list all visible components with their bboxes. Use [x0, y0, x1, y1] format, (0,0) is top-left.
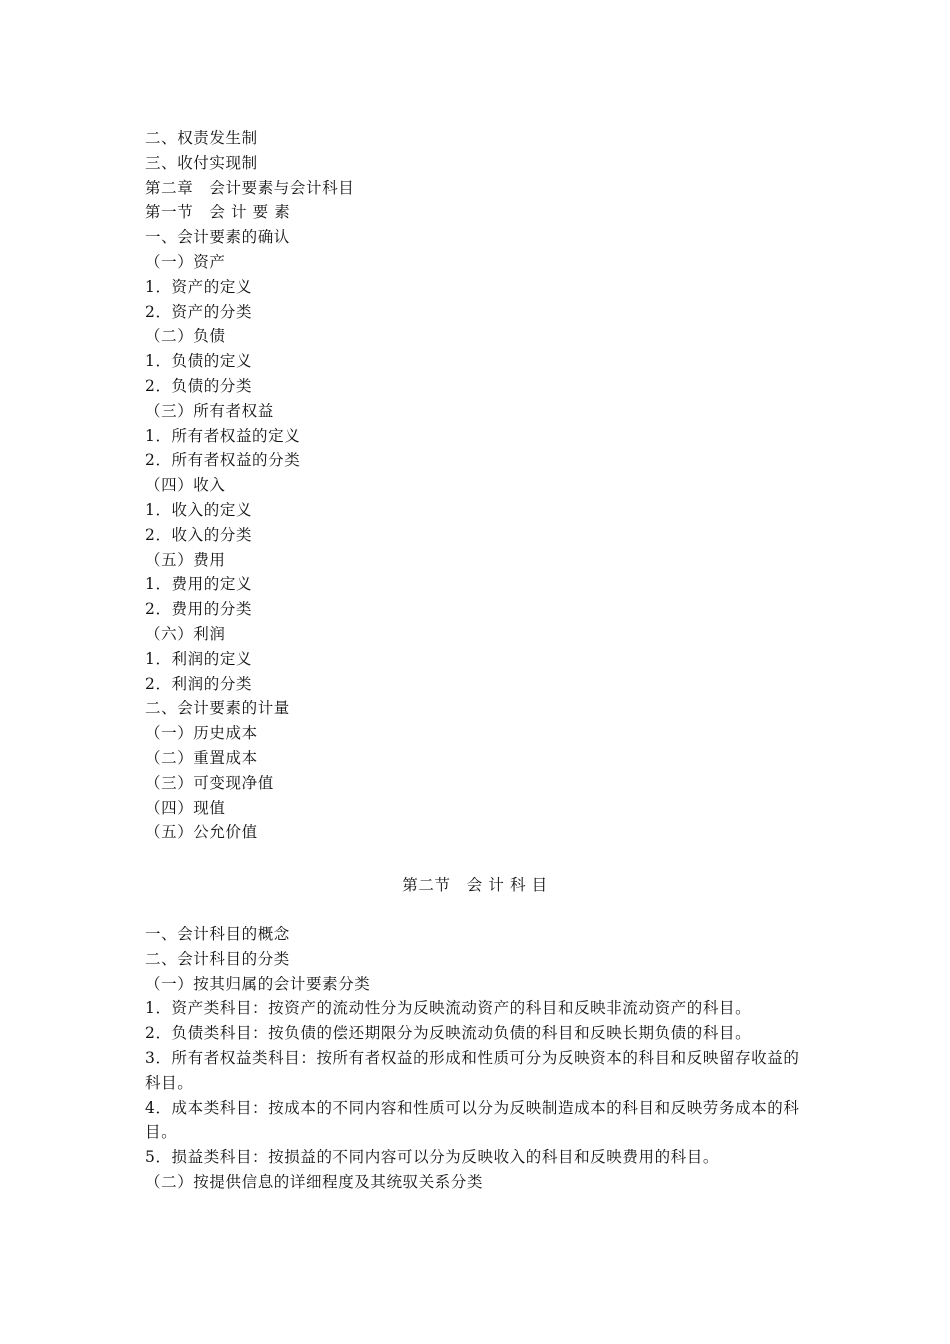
outline-line: 1．所有者权益的定义	[145, 426, 301, 445]
outline-line: 1．利润的定义	[145, 649, 253, 668]
paragraph: 2．负债类科目：按负债的偿还期限分为反映流动负债的科目和反映长期负债的科目。	[145, 1024, 752, 1043]
outline-line: （五）费用	[145, 550, 226, 569]
outline-line: （二）负债	[145, 327, 226, 346]
paragraph: 1．资产类科目：按资产的流动性分为反映流动资产的科目和反映非流动资产的科目。	[145, 999, 752, 1018]
outline-section-accounting-subjects	[145, 922, 815, 1195]
paragraph: 4．成本类科目：按成本的不同内容和性质可以分为反映制造成本的科目和反映劳务成本的科目。	[145, 1098, 800, 1142]
outline-line: 2．收入的分类	[145, 525, 253, 544]
outline-line: （四）现值	[145, 798, 226, 817]
outline-line: 2．资产的分类	[145, 302, 253, 321]
outline-section-accounting-elements	[145, 126, 815, 845]
outline-line: 2．负债的分类	[145, 376, 253, 395]
outline-line: 1．负债的定义	[145, 352, 253, 371]
outline-line: 1．费用的定义	[145, 575, 253, 594]
outline-line: （三）所有者权益	[145, 401, 274, 420]
outline-line: 1．资产的定义	[145, 277, 253, 296]
outline-line: 2．所有者权益的分类	[145, 451, 301, 470]
outline-line: （三）可变现净值	[145, 773, 274, 792]
paragraph: 5．损益类科目：按损益的不同内容可以分为反映收入的科目和反映费用的科目。	[145, 1148, 719, 1167]
outline-line: （五）公允价值	[145, 823, 258, 842]
outline-line: （四）收入	[145, 476, 226, 495]
outline-line: 二、权责发生制	[145, 129, 258, 147]
outline-line: 一、会计科目的概念	[145, 925, 290, 943]
outline-line: （二）按提供信息的详细程度及其统驭关系分类	[145, 1172, 484, 1191]
outline-line: （六）利润	[145, 624, 226, 643]
outline-line: 二、会计科目的分类	[145, 949, 290, 968]
outline-line: 2．费用的分类	[145, 600, 253, 619]
chapter-title: 第二章 会计要素与会计科目	[145, 178, 355, 197]
outline-line: （一）按其归属的会计要素分类	[145, 974, 371, 993]
section-heading-accounting-subjects: 第二节 会 计 科 目	[402, 876, 548, 894]
paragraph: 3．所有者权益类科目：按所有者权益的形成和性质可分为反映资本的科目和反映留存收益的科目。	[145, 1048, 800, 1092]
outline-line: （二）重置成本	[145, 748, 258, 767]
outline-line: 二、会计要素的计量	[145, 699, 290, 718]
outline-line: （一）历史成本	[145, 724, 258, 743]
outline-line: 三、收付实现制	[145, 153, 258, 172]
outline-line: 1．收入的定义	[145, 500, 253, 519]
outline-line: 一、会计要素的确认	[145, 228, 290, 247]
outline-line: 2．利润的分类	[145, 674, 253, 693]
section-title: 第一节 会 计 要 素	[145, 203, 291, 222]
outline-line: （一）资产	[145, 252, 226, 271]
